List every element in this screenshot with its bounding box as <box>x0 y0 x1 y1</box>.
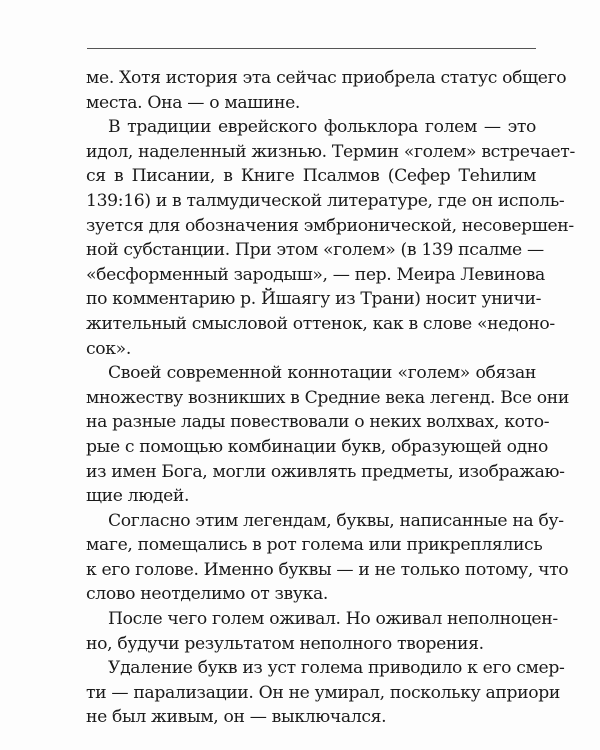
text-line: щие людей. <box>86 486 190 507</box>
text-line: ти — парализации. Он не умирал, поскольку априори <box>86 682 560 703</box>
text-line: Удаление букв из уст голема приводило к его смер- <box>108 658 565 679</box>
paragraph <box>86 509 569 607</box>
text-line: зуется для обозначения эмбрионической, несовершен- <box>86 215 574 236</box>
text-line: к его голове. Именно буквы — и не только потому, что <box>86 559 569 580</box>
text-line: сок». <box>86 338 131 359</box>
text-line: маге, помещались в рот голема или прикреплялись <box>86 535 543 556</box>
text-line: После чего голем оживал. Но оживал неполноцен- <box>108 609 558 630</box>
text-line: места. Она — о машине. <box>86 92 301 113</box>
text-line: слово неотделимо от звука. <box>86 584 329 605</box>
text-line: идол, наделенный жизнью. Термин «голем» встречает- <box>86 141 575 162</box>
text-line: но, будучи результатом неполного творения. <box>86 633 484 654</box>
text-line: из имен Бога, могли оживлять предметы, изображаю- <box>86 461 565 482</box>
paragraph <box>86 656 565 730</box>
text-line: Согласно этим легендам, буквы, написанные на бу- <box>108 510 564 531</box>
text-line: жительный смысловой оттенок, как в слове «недоно- <box>86 313 555 334</box>
text-line: на разные лады повествовали о неких волхвах, кото- <box>86 412 550 433</box>
text-line: ме. Хотя история эта сейчас приобрела статус общего <box>86 68 567 88</box>
text-line: ной субстанции. При этом «голем» (в 139 псалме — <box>86 240 544 261</box>
text-line: по комментарию р. Йшаягу из Трани) носит уничи- <box>86 289 542 310</box>
text-line: Своей современной коннотации «голем» обязан <box>108 363 536 384</box>
text-line: 139:16) и в талмудической литературе, где он исполь- <box>86 190 565 211</box>
header-rule <box>87 48 536 49</box>
paragraph <box>86 361 569 509</box>
text-line: ся в Писании, в Книге Псалмов (Сефер Теһилим <box>86 166 536 187</box>
text-line: не был живым, он — выключался. <box>86 707 387 728</box>
text-line: множеству возникших в Средние века легенд. Все они <box>86 387 569 408</box>
text-line: рые с помощью комбинации букв, образующей одно <box>86 436 548 457</box>
paragraph <box>86 115 575 361</box>
paragraph <box>86 66 567 115</box>
text-line: «бесформенный зародыш», — пер. Меира Левинова <box>86 264 545 285</box>
paragraph <box>86 607 558 656</box>
text-line: В традиции еврейского фольклора голем — это <box>108 117 536 138</box>
body-text <box>86 66 575 730</box>
